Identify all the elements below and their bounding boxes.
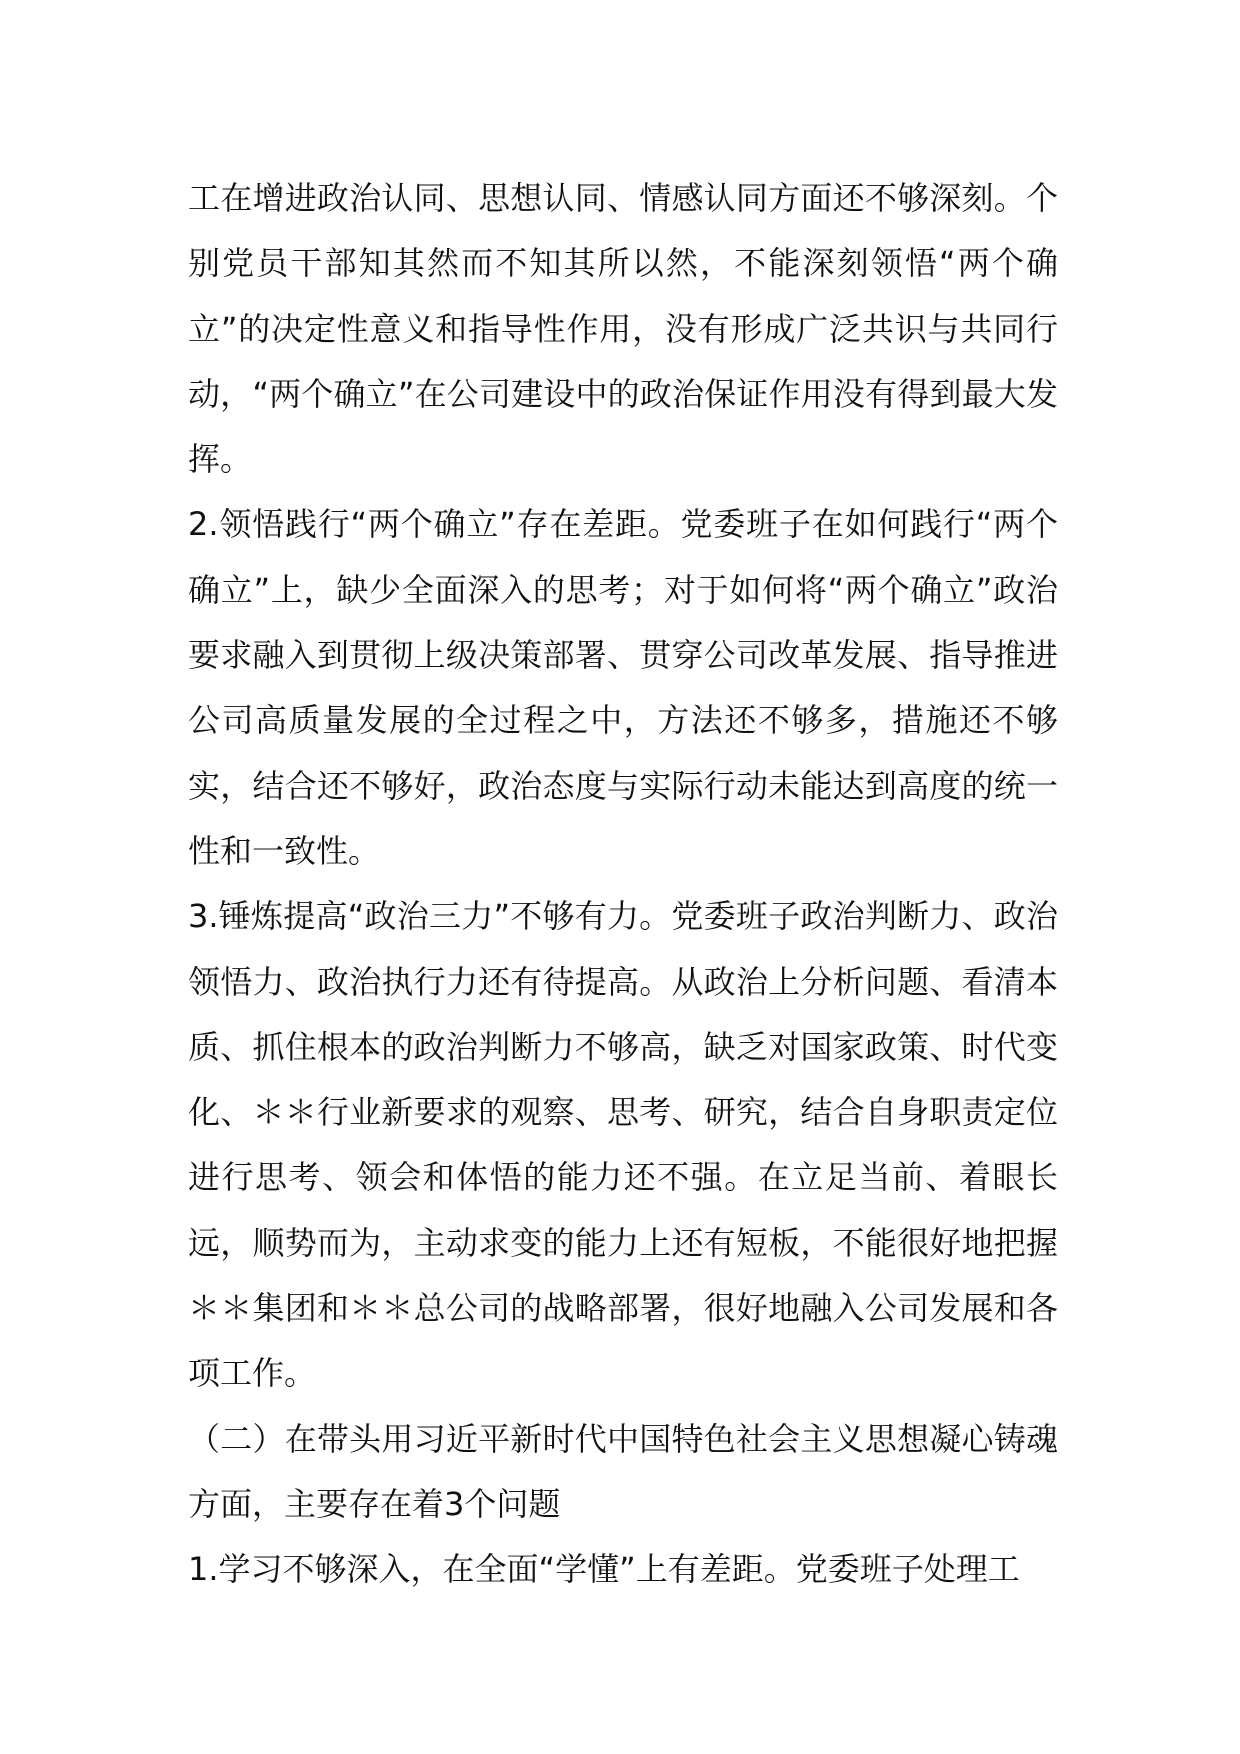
paragraph-item-2: 2.领悟践行“两个确立”存在差距。党委班子在如何践行“两个确立”上，缺少全面深入的思考；对于如何将“两个确立”政治要求融入到贯彻上级决策部署、贯穿公司改革发展、指导推进公司高质量发展的全过程之中，方法还不够多，措施还不够实，结合还不够好，政治态度与实际行动未能达到高度的统一性和一致性。: [188, 505, 1058, 870]
section-heading-2: （二）在带头用习近平新时代中国特色社会主义思想凝心铸魂方面，主要存在着3个问题: [188, 1419, 1058, 1523]
document-body: [188, 166, 1058, 1603]
paragraph-item-1: 1.学习不够深入，在全面“学懂”上有差距。党委班子处理工: [188, 1550, 1020, 1589]
paragraph-item-3: 3.锤炼提高“政治三力”不够有力。党委班子政治判断力、政治领悟力、政治执行力还有待提高。从政治上分析问题、看清本质、抓住根本的政治判断力不够高，缺乏对国家政策、时代变化、＊＊行业新要求的观察、思考、研究，结合自身职责定位进行思考、领会和体悟的能力还不强。在立足当前、着眼长远，顺势而为，主动求变的能力上还有短板，不能很好地把握＊＊集团和＊＊总公司的战略部署，很好地融入公司发展和各项工作。: [188, 897, 1058, 1393]
paragraph-continuation: 工在增进政治认同、思想认同、情感认同方面还不够深刻。个别党员干部知其然而不知其所以然，不能深刻领悟“两个确立”的决定性意义和指导性作用，没有形成广泛共识与共同行动，“两个确立”在公司建设中的政治保证作用没有得到最大发挥。: [188, 179, 1058, 479]
